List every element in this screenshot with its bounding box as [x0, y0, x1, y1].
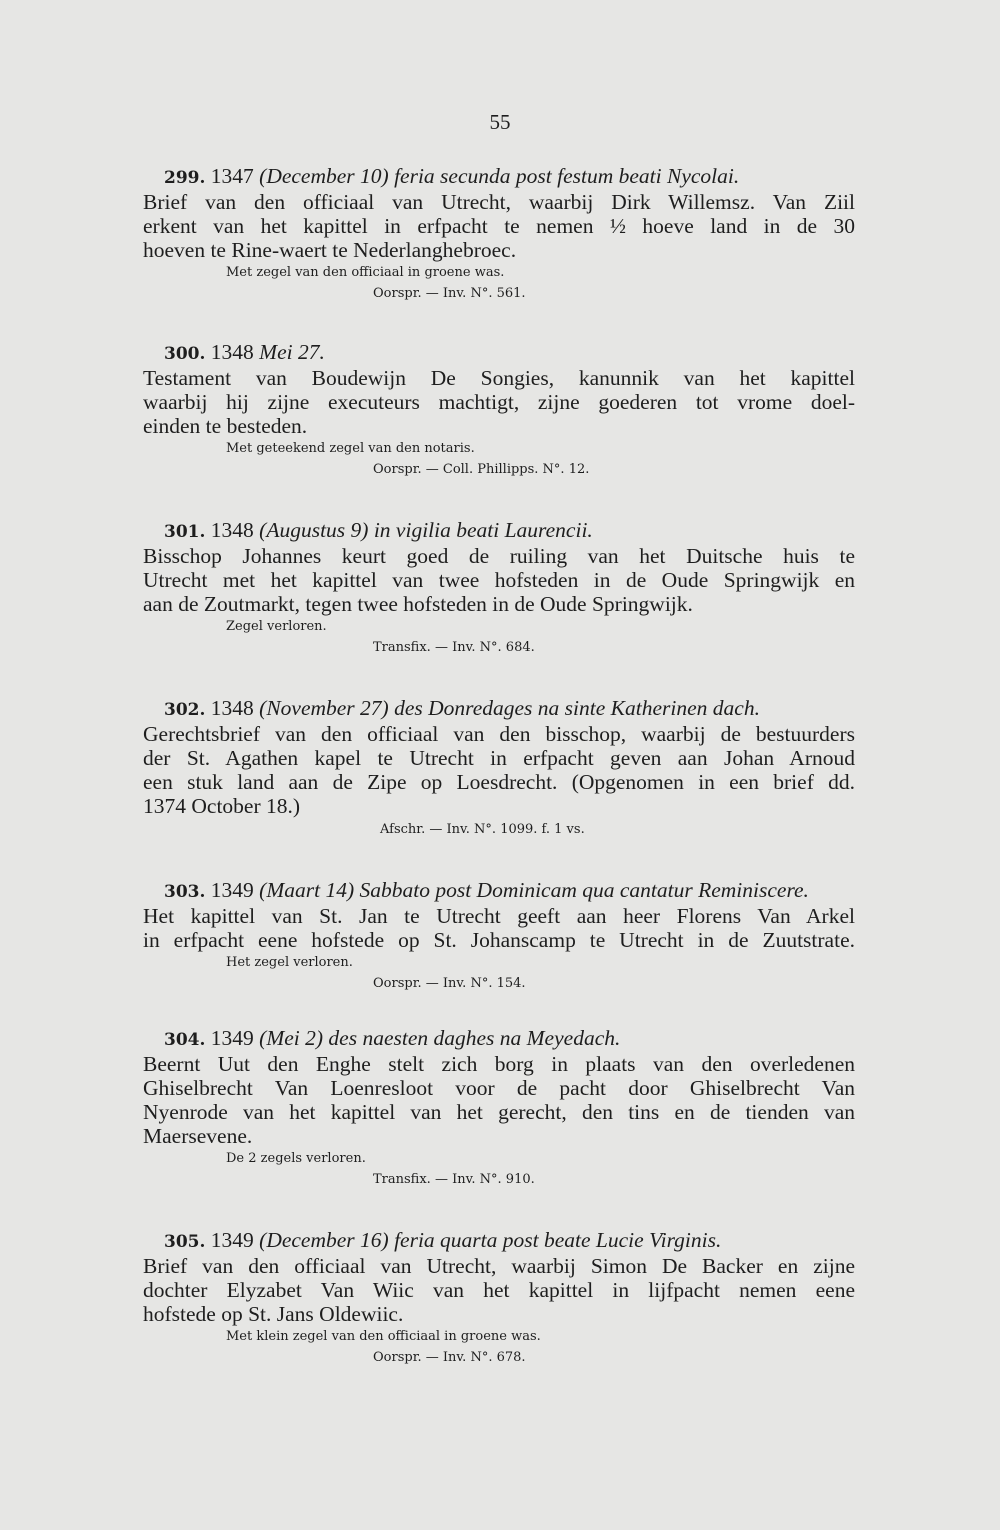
entry-feast: Sabbato post Dominicam qua cantatur Reminiscere. — [359, 878, 809, 902]
entry-feast: des Donredages na sinte Katherinen dach. — [394, 696, 760, 720]
entry-text-line: Beernt Uut den Enghe stelt zich borg in plaats van den overledenen — [143, 1052, 855, 1076]
entry-304 — [143, 1026, 855, 1189]
entry-303 — [143, 878, 855, 993]
entry-text-line: Bisschop Johannes keurt goed de ruiling van het Duitsche huis te — [143, 544, 855, 568]
entry-year: 1348 — [210, 518, 254, 542]
entry-text-line: aan de Zoutmarkt, tegen twee hofsteden in de Oude Springwijk. — [143, 592, 693, 616]
seal-note: Zegel verloren. — [226, 619, 327, 634]
entry-year: 1348 — [210, 340, 254, 364]
entry-year: 1347 — [210, 164, 254, 188]
seal-note: Het zegel verloren. — [226, 955, 353, 970]
entry-number: 301. — [164, 522, 206, 542]
source-reference: Oorspr. — Inv. N°. 678. — [373, 1350, 526, 1365]
entry-date: (Augustus 9) — [259, 518, 369, 542]
entry-number: 300. — [164, 344, 206, 364]
entry-number: 303. — [164, 882, 206, 902]
entry-date: Mei 27. — [259, 340, 325, 364]
entry-number: 305. — [164, 1232, 206, 1252]
entry-heading — [143, 696, 855, 722]
entry-text-line: Ghiselbrecht Van Loenresloot voor de pacht door Ghiselbrecht Van — [143, 1076, 855, 1100]
entry-feast: des naesten daghes na Meyedach. — [328, 1026, 621, 1050]
entry-305 — [143, 1228, 855, 1367]
entry-number: 304. — [164, 1030, 206, 1050]
entry-text-line: in erfpacht eene hofstede op St. Johanscamp te Utrecht in de Zuutstrate. — [143, 928, 855, 952]
source-reference: Oorspr. — Coll. Phillipps. N°. 12. — [373, 462, 590, 477]
entry-299 — [143, 164, 855, 303]
seal-note: Met zegel van den officiaal in groene was. — [226, 265, 505, 280]
entry-text-line: Brief van den officiaal van Utrecht, waarbij Simon De Backer en zijne — [143, 1254, 855, 1278]
entry-text-line: einden te besteden. — [143, 414, 308, 438]
entry-feast: in vigilia beati Laurencii. — [373, 518, 593, 542]
entry-date: (Mei 2) — [259, 1026, 324, 1050]
entry-heading — [143, 518, 855, 544]
entry-text-line: Gerechtsbrief van den officiaal van den bisschop, waarbij de bestuurders — [143, 722, 855, 746]
entry-text-line: waarbij hij zijne executeurs machtigt, zijne goederen tot vrome doel- — [143, 390, 855, 414]
entry-heading — [143, 1228, 855, 1254]
entry-text-line: Het kapittel van St. Jan te Utrecht geeft aan heer Florens Van Arkel — [143, 904, 855, 928]
source-reference: Afschr. — Inv. N°. 1099. f. 1 vs. — [380, 822, 585, 837]
entry-date: (December 16) — [259, 1228, 389, 1252]
entry-number: 299. — [164, 168, 206, 188]
entry-text-line: hoeven te Rine-waert te Nederlanghebroec. — [143, 238, 517, 262]
entry-feast: feria secunda post festum beati Nycolai. — [394, 164, 740, 188]
entry-year: 1349 — [210, 1228, 254, 1252]
entry-heading — [143, 1026, 855, 1052]
source-reference: Transfix. — Inv. N°. 684. — [373, 640, 535, 655]
entry-text-line: erkent van het kapittel in erfpacht te nemen ½ hoeve land in de 30 — [143, 214, 855, 238]
source-reference: Transfix. — Inv. N°. 910. — [373, 1172, 535, 1187]
entry-text-line: dochter Elyzabet Van Wiic van het kapittel in lijfpacht nemen eene — [143, 1278, 855, 1302]
entry-text-line: der St. Agathen kapel te Utrecht in erfpacht geven aan Johan Arnoud — [143, 746, 855, 770]
entry-text-line: 1374 October 18.) — [143, 794, 301, 818]
entry-feast: feria quarta post beate Lucie Virginis. — [394, 1228, 722, 1252]
entry-text-line: Brief van den officiaal van Utrecht, waarbij Dirk Willemsz. Van Ziil — [143, 190, 855, 214]
source-reference: Oorspr. — Inv. N°. 154. — [373, 976, 526, 991]
entry-text-line: een stuk land aan de Zipe op Loesdrecht. (Opgenomen in een brief dd. — [143, 770, 855, 794]
page-number: 55 — [489, 110, 511, 134]
entry-date: (December 10) — [259, 164, 389, 188]
entry-300 — [143, 340, 855, 479]
entry-date: (November 27) — [259, 696, 389, 720]
entry-year: 1349 — [210, 878, 254, 902]
entry-heading — [143, 878, 855, 904]
entry-302 — [143, 696, 855, 839]
entry-date: (Maart 14) — [259, 878, 355, 902]
source-reference: Oorspr. — Inv. N°. 561. — [373, 286, 526, 301]
entry-year: 1348 — [210, 696, 254, 720]
entry-301 — [143, 518, 855, 657]
entry-text-line: Nyenrode van het kapittel van het gerecht, den tins en de tienden van — [143, 1100, 855, 1124]
entry-heading — [143, 164, 855, 190]
seal-note: Met geteekend zegel van den notaris. — [226, 441, 475, 456]
seal-note: Met klein zegel van den officiaal in groene was. — [226, 1329, 541, 1344]
entry-text-line: Maersevene. — [143, 1124, 253, 1148]
entry-text-line: Testament van Boudewijn De Songies, kanunnik van het kapittel — [143, 366, 855, 390]
seal-note: De 2 zegels verloren. — [226, 1151, 366, 1166]
entry-year: 1349 — [210, 1026, 254, 1050]
entry-text-line: Utrecht met het kapittel van twee hofsteden in de Oude Springwijk en — [143, 568, 855, 592]
entry-number: 302. — [164, 700, 206, 720]
entry-heading — [143, 340, 855, 366]
entry-text-line: hofstede op St. Jans Oldewiic. — [143, 1302, 404, 1326]
